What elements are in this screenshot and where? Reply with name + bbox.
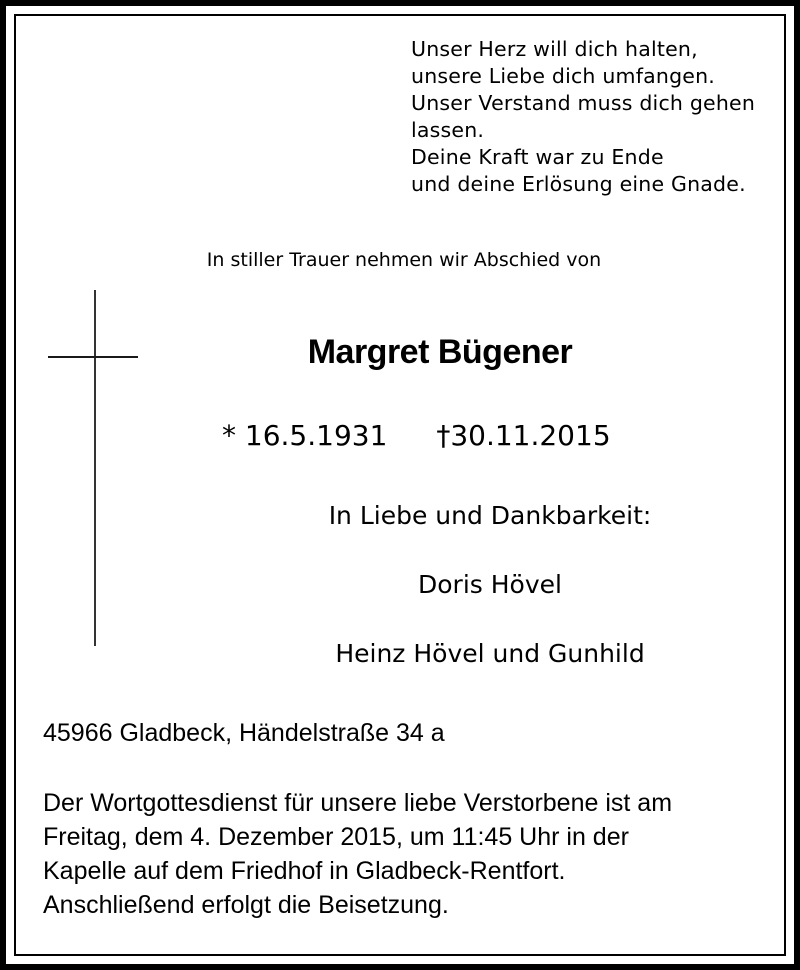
life-dates bbox=[222, 418, 611, 454]
poem-line: lassen. bbox=[411, 118, 485, 142]
poem-line: Unser Herz will dich halten, bbox=[411, 37, 698, 61]
cross-vertical-beam bbox=[94, 290, 96, 646]
mourners-heading: In Liebe und Dankbarkeit: bbox=[328, 501, 652, 530]
family-address: 45966 Gladbeck, Händelstraße 34 a bbox=[43, 719, 445, 747]
intro-text: In stiller Trauer nehmen wir Abschied von bbox=[206, 249, 602, 271]
service-line: Der Wortgottesdienst für unsere liebe Verstorbene ist am bbox=[43, 789, 673, 817]
mourner-name: Doris Hövel bbox=[418, 570, 562, 599]
death-date: †30.11.2015 bbox=[436, 419, 611, 452]
poem-line: Deine Kraft war zu Ende bbox=[411, 145, 664, 169]
memorial-poem bbox=[411, 36, 755, 198]
service-line: Anschließend erfolgt die Beisetzung. bbox=[43, 891, 449, 919]
poem-line: und deine Erlösung eine Gnade. bbox=[411, 172, 746, 196]
service-line: Kapelle auf dem Friedhof in Gladbeck-Rentfort. bbox=[43, 857, 566, 885]
poem-line: unsere Liebe dich umfangen. bbox=[411, 64, 716, 88]
poem-line: Unser Verstand muss dich gehen bbox=[411, 91, 756, 115]
birth-date: * 16.5.1931 bbox=[222, 419, 388, 452]
cross-horizontal-beam bbox=[48, 356, 138, 358]
mourner-name: Heinz Hövel und Gunhild bbox=[335, 639, 645, 668]
deceased-name: Margret Bügener bbox=[307, 333, 573, 371]
service-line: Freitag, dem 4. Dezember 2015, um 11:45 Uhr in der bbox=[43, 823, 629, 851]
service-notice bbox=[43, 786, 672, 922]
mourners-block bbox=[280, 496, 700, 703]
